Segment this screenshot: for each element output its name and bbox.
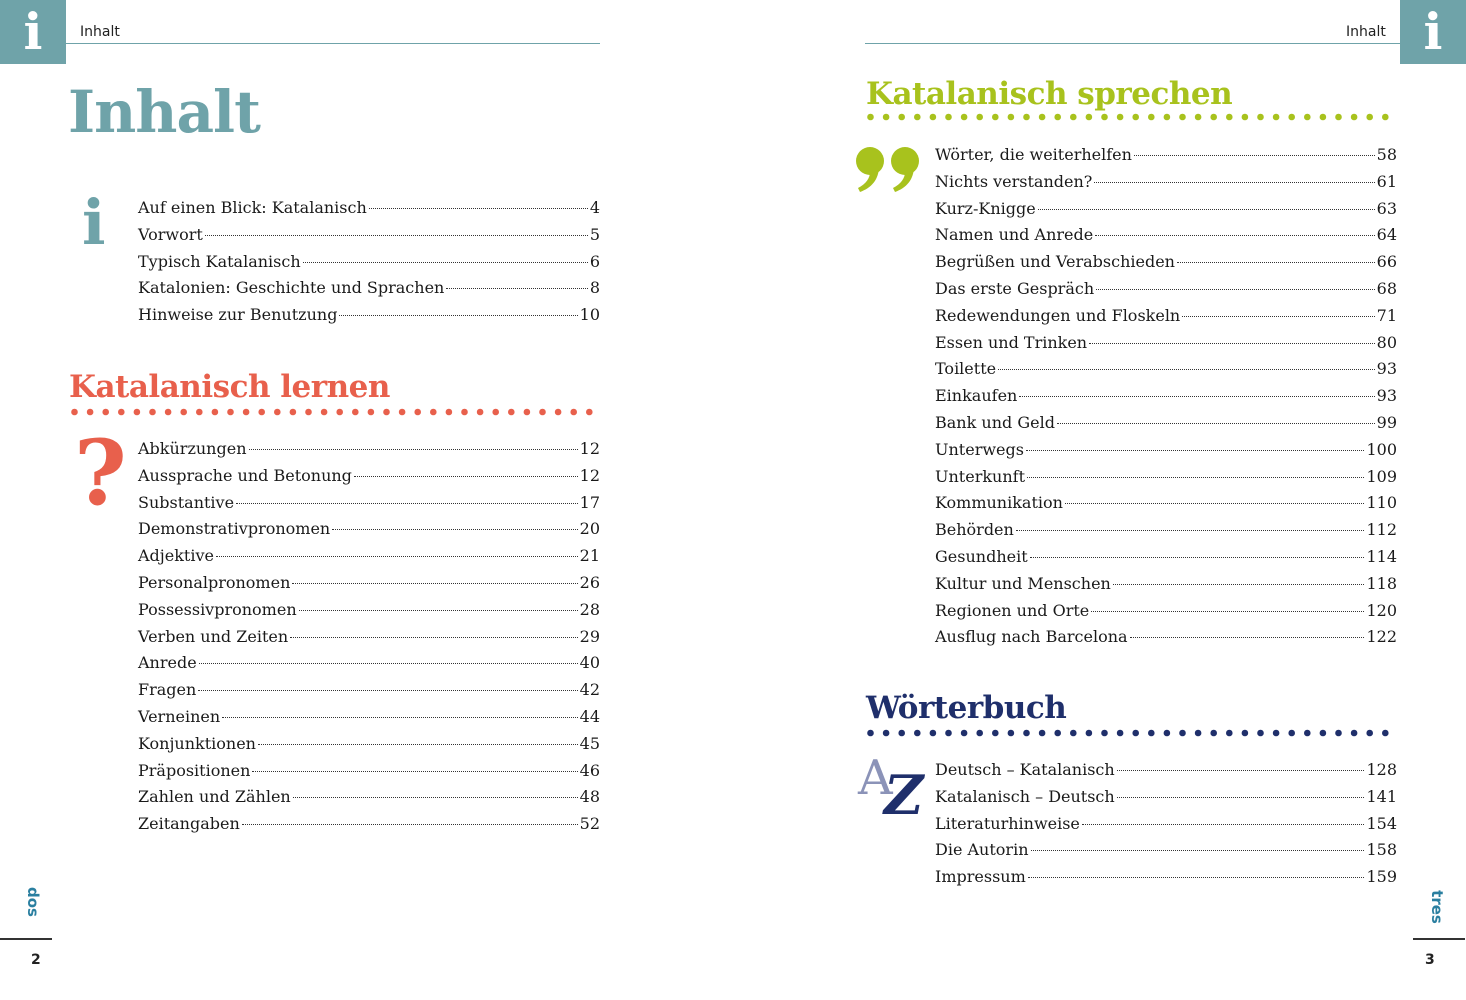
toc-entry[interactable] <box>935 598 1397 625</box>
toc-entry[interactable] <box>935 249 1397 276</box>
toc-entry[interactable] <box>935 142 1397 169</box>
dot-leader <box>258 744 578 745</box>
toc-entry-page: 114 <box>1366 546 1397 566</box>
toc-list-intro <box>138 195 600 329</box>
toc-entry[interactable] <box>935 383 1397 410</box>
toc-entry-label: Das erste Gespräch <box>935 278 1095 298</box>
dot-leader <box>249 449 578 450</box>
section-heading-sprechen: Katalanisch sprechen <box>866 76 1233 112</box>
toc-entry-page: 93 <box>1376 359 1397 379</box>
dotted-divider <box>867 729 1399 737</box>
toc-entry-page: 159 <box>1366 867 1397 887</box>
toc-entry-page: 17 <box>579 492 600 512</box>
dot-leader <box>205 235 588 236</box>
toc-entry-label: Anrede <box>138 653 197 673</box>
dot-leader <box>1082 824 1365 825</box>
toc-entry[interactable] <box>935 303 1397 330</box>
toc-entry-label: Zeitangaben <box>138 814 240 834</box>
dot-leader <box>1134 155 1375 156</box>
toc-entry-page: 5 <box>589 224 600 244</box>
toc-entry-page: 42 <box>579 680 600 700</box>
dot-leader <box>1016 530 1365 531</box>
toc-entry[interactable] <box>138 436 600 463</box>
dot-leader <box>1091 611 1364 612</box>
toc-entry[interactable] <box>935 517 1397 544</box>
toc-entry[interactable] <box>138 195 600 222</box>
toc-entry-label: Demonstrativpronomen <box>138 519 331 539</box>
toc-entry-page: 29 <box>579 626 600 646</box>
toc-entry-page: 68 <box>1376 278 1397 298</box>
toc-entry-label: Adjektive <box>138 546 214 566</box>
toc-entry-label: Bank und Geld <box>935 412 1055 432</box>
dot-leader <box>216 556 578 557</box>
toc-entry-page: 154 <box>1366 813 1397 833</box>
toc-entry-page: 100 <box>1366 439 1397 459</box>
toc-entry[interactable] <box>138 624 600 651</box>
toc-entry-page: 10 <box>579 305 600 325</box>
dot-leader <box>1117 797 1365 798</box>
dot-leader <box>1117 770 1365 771</box>
dot-leader <box>1182 316 1374 317</box>
toc-entry[interactable] <box>935 864 1397 891</box>
dot-leader <box>303 262 588 263</box>
toc-entry-label: Verben und Zeiten <box>138 626 289 646</box>
dot-leader <box>292 583 577 584</box>
toc-entry-page: 12 <box>579 439 600 458</box>
toc-entry-label: Einkaufen <box>935 386 1018 406</box>
dot-leader <box>1019 396 1374 397</box>
toc-entry-page: 48 <box>579 787 600 807</box>
quote-marks-icon <box>855 146 925 192</box>
dot-leader <box>242 824 578 825</box>
toc-entry-label: Wörter, die weiterhelfen <box>935 145 1132 164</box>
toc-entry[interactable] <box>935 196 1397 223</box>
toc-entry[interactable] <box>138 784 600 811</box>
dot-leader <box>339 315 577 316</box>
toc-entry-page: 122 <box>1366 627 1397 647</box>
toc-entry[interactable] <box>935 410 1397 437</box>
toc-entry[interactable] <box>935 222 1397 249</box>
toc-entry-page: 64 <box>1376 225 1397 245</box>
dot-leader <box>1130 637 1365 638</box>
page-number: 2 <box>31 952 41 968</box>
toc-entry-page: 141 <box>1366 786 1397 806</box>
toc-entry-label: Verneinen <box>138 706 221 726</box>
toc-entry-label: Ausflug nach Barcelona <box>935 627 1128 647</box>
toc-entry-label: Impressum <box>935 867 1026 887</box>
toc-entry[interactable] <box>935 464 1397 491</box>
dot-leader <box>290 637 577 638</box>
section-heading-lernen: Katalanisch lernen <box>69 369 390 405</box>
dot-leader <box>1027 477 1364 478</box>
toc-entry-page: 93 <box>1376 386 1397 406</box>
info-tab-icon: i <box>1400 0 1466 64</box>
toc-entry-page: 71 <box>1376 305 1397 325</box>
toc-entry[interactable] <box>138 704 600 731</box>
toc-list-woerterbuch <box>935 757 1397 891</box>
toc-entry[interactable] <box>138 758 600 785</box>
toc-entry[interactable] <box>935 757 1397 784</box>
dot-leader <box>198 690 577 691</box>
dot-leader <box>1089 343 1375 344</box>
toc-entry-page: 21 <box>579 546 600 566</box>
toc-entry-page: 118 <box>1366 573 1397 593</box>
toc-entry-page: 45 <box>579 733 600 753</box>
toc-entry-page: 4 <box>589 198 600 217</box>
dot-leader <box>1038 209 1375 210</box>
toc-entry[interactable] <box>935 169 1397 196</box>
dot-leader <box>1028 877 1365 878</box>
toc-entry-label: Redewendungen und Floskeln <box>935 305 1181 325</box>
toc-entry-label: Literaturhinweise <box>935 813 1080 833</box>
toc-entry-label: Possessivpronomen <box>138 599 297 619</box>
toc-entry-label: Deutsch – Katalanisch <box>935 760 1115 779</box>
toc-entry[interactable] <box>138 650 600 677</box>
dot-leader <box>1096 289 1375 290</box>
toc-entry-label: Substantive <box>138 492 235 512</box>
footer-rule <box>1413 938 1465 940</box>
running-head: Inhalt <box>80 24 120 40</box>
toc-entry-page: 80 <box>1376 332 1397 352</box>
dotted-divider <box>867 113 1399 121</box>
toc-entry-page: 12 <box>579 465 600 485</box>
dot-leader <box>252 771 577 772</box>
toc-entry[interactable] <box>138 490 600 517</box>
toc-entry-page: 120 <box>1366 600 1397 620</box>
toc-entry-label: Auf einen Blick: Katalanisch <box>138 198 367 217</box>
dot-leader <box>354 476 578 477</box>
toc-entry-label: Toilette <box>935 359 997 379</box>
toc-entry[interactable] <box>138 249 600 276</box>
toc-entry-label: Aussprache und Betonung <box>138 465 352 485</box>
toc-entry-label: Personalpronomen <box>138 572 291 592</box>
letter-z-glyph: Z <box>884 763 924 827</box>
toc-entry[interactable] <box>935 837 1397 864</box>
toc-entry-page: 110 <box>1366 493 1397 513</box>
toc-entry-page: 44 <box>579 706 600 726</box>
toc-entry-page: 112 <box>1366 520 1397 540</box>
dot-leader <box>1094 182 1374 183</box>
toc-entry-label: Begrüßen und Verabschieden <box>935 252 1175 272</box>
toc-entry[interactable] <box>935 330 1397 357</box>
toc-entry[interactable] <box>138 275 600 302</box>
toc-entry[interactable] <box>138 677 600 704</box>
toc-entry[interactable] <box>935 437 1397 464</box>
letter-a-glyph: A <box>858 750 893 806</box>
toc-entry-page: 99 <box>1376 412 1397 432</box>
toc-entry-label: Katalanisch – Deutsch <box>935 786 1115 806</box>
toc-entry[interactable] <box>138 463 600 490</box>
toc-entry-label: Konjunktionen <box>138 733 256 753</box>
dotted-divider <box>71 408 601 416</box>
page-side-word: tres <box>1427 890 1446 924</box>
toc-entry-label: Hinweise zur Benutzung <box>138 305 338 325</box>
toc-entry-page: 46 <box>579 760 600 780</box>
toc-entry-label: Unterwegs <box>935 439 1024 459</box>
dot-leader <box>1031 850 1365 851</box>
header-rule <box>865 43 1400 44</box>
toc-entry-label: Typisch Katalanisch <box>138 251 301 271</box>
toc-entry-label: Regionen und Orte <box>935 600 1090 620</box>
toc-entry[interactable] <box>138 516 600 543</box>
dot-leader <box>222 717 577 718</box>
toc-entry[interactable] <box>935 624 1397 651</box>
a-z-dictionary-icon <box>858 750 930 827</box>
toc-entry-page: 26 <box>579 572 600 592</box>
toc-entry[interactable] <box>138 597 600 624</box>
toc-entry-label: Kultur und Menschen <box>935 573 1111 593</box>
dot-leader <box>1177 262 1375 263</box>
dot-leader <box>1026 450 1365 451</box>
toc-entry-page: 20 <box>579 519 600 539</box>
toc-entry[interactable] <box>138 222 600 249</box>
page-title: Inhalt <box>68 78 260 146</box>
toc-entry[interactable] <box>935 811 1397 838</box>
info-icon: i <box>82 186 106 259</box>
toc-entry-label: Die Autorin <box>935 840 1029 860</box>
toc-entry-label: Vorwort <box>138 224 203 244</box>
toc-entry-page: 52 <box>579 814 600 834</box>
dot-leader <box>199 663 578 664</box>
page-side-word: dos <box>23 887 42 917</box>
header-rule <box>66 43 600 44</box>
toc-entry-label: Katalonien: Geschichte und Sprachen <box>138 278 445 298</box>
toc-list-lernen <box>138 436 600 838</box>
running-head: Inhalt <box>1346 24 1386 40</box>
toc-entry-label: Abkürzungen <box>138 439 247 458</box>
dot-leader <box>446 288 587 289</box>
toc-entry[interactable] <box>138 811 600 838</box>
toc-entry[interactable] <box>935 490 1397 517</box>
section-heading-woerterbuch: Wörterbuch <box>866 690 1067 726</box>
toc-entry-page: 61 <box>1376 171 1397 191</box>
dot-leader <box>998 369 1375 370</box>
dot-leader <box>293 797 578 798</box>
toc-entry-page: 8 <box>589 278 600 298</box>
toc-entry-page: 109 <box>1366 466 1397 486</box>
toc-entry[interactable] <box>935 276 1397 303</box>
toc-entry-page: 40 <box>579 653 600 673</box>
toc-entry-label: Präpositionen <box>138 760 251 780</box>
toc-entry[interactable] <box>138 731 600 758</box>
toc-entry-label: Nichts verstanden? <box>935 171 1093 191</box>
toc-entry-page: 158 <box>1366 840 1397 860</box>
toc-entry[interactable] <box>935 356 1397 383</box>
toc-entry-label: Namen und Anrede <box>935 225 1094 245</box>
footer-rule <box>0 938 52 940</box>
toc-entry[interactable] <box>935 784 1397 811</box>
toc-list-sprechen <box>935 142 1397 651</box>
toc-entry-page: 6 <box>589 251 600 271</box>
toc-entry-label: Kommunikation <box>935 493 1063 513</box>
page-number: 3 <box>1425 952 1435 968</box>
toc-entry-page: 58 <box>1376 145 1397 164</box>
dot-leader <box>1095 235 1374 236</box>
toc-entry-label: Essen und Trinken <box>935 332 1088 352</box>
toc-entry-page: 63 <box>1376 198 1397 218</box>
toc-entry[interactable] <box>138 302 600 329</box>
toc-entry[interactable] <box>138 570 600 597</box>
toc-entry-page: 28 <box>579 599 600 619</box>
toc-entry-label: Fragen <box>138 680 197 700</box>
dot-leader <box>332 529 577 530</box>
info-tab-icon: i <box>0 0 66 64</box>
dot-leader <box>1065 503 1365 504</box>
dot-leader <box>1030 557 1365 558</box>
dot-leader <box>1113 584 1365 585</box>
toc-entry-label: Behörden <box>935 520 1014 540</box>
toc-entry-page: 66 <box>1376 252 1397 272</box>
toc-entry-label: Kurz-Knigge <box>935 198 1036 218</box>
toc-entry-label: Unterkunft <box>935 466 1025 486</box>
toc-entry[interactable] <box>935 571 1397 598</box>
toc-entry[interactable] <box>935 544 1397 571</box>
toc-entry[interactable] <box>138 543 600 570</box>
dot-leader <box>299 610 578 611</box>
dot-leader <box>1057 423 1375 424</box>
dot-leader <box>236 503 578 504</box>
toc-entry-page: 128 <box>1366 760 1397 779</box>
toc-entry-label: Zahlen und Zählen <box>138 787 291 807</box>
dot-leader <box>369 208 588 209</box>
toc-entry-label: Gesundheit <box>935 546 1028 566</box>
question-mark-icon: ? <box>74 420 127 526</box>
